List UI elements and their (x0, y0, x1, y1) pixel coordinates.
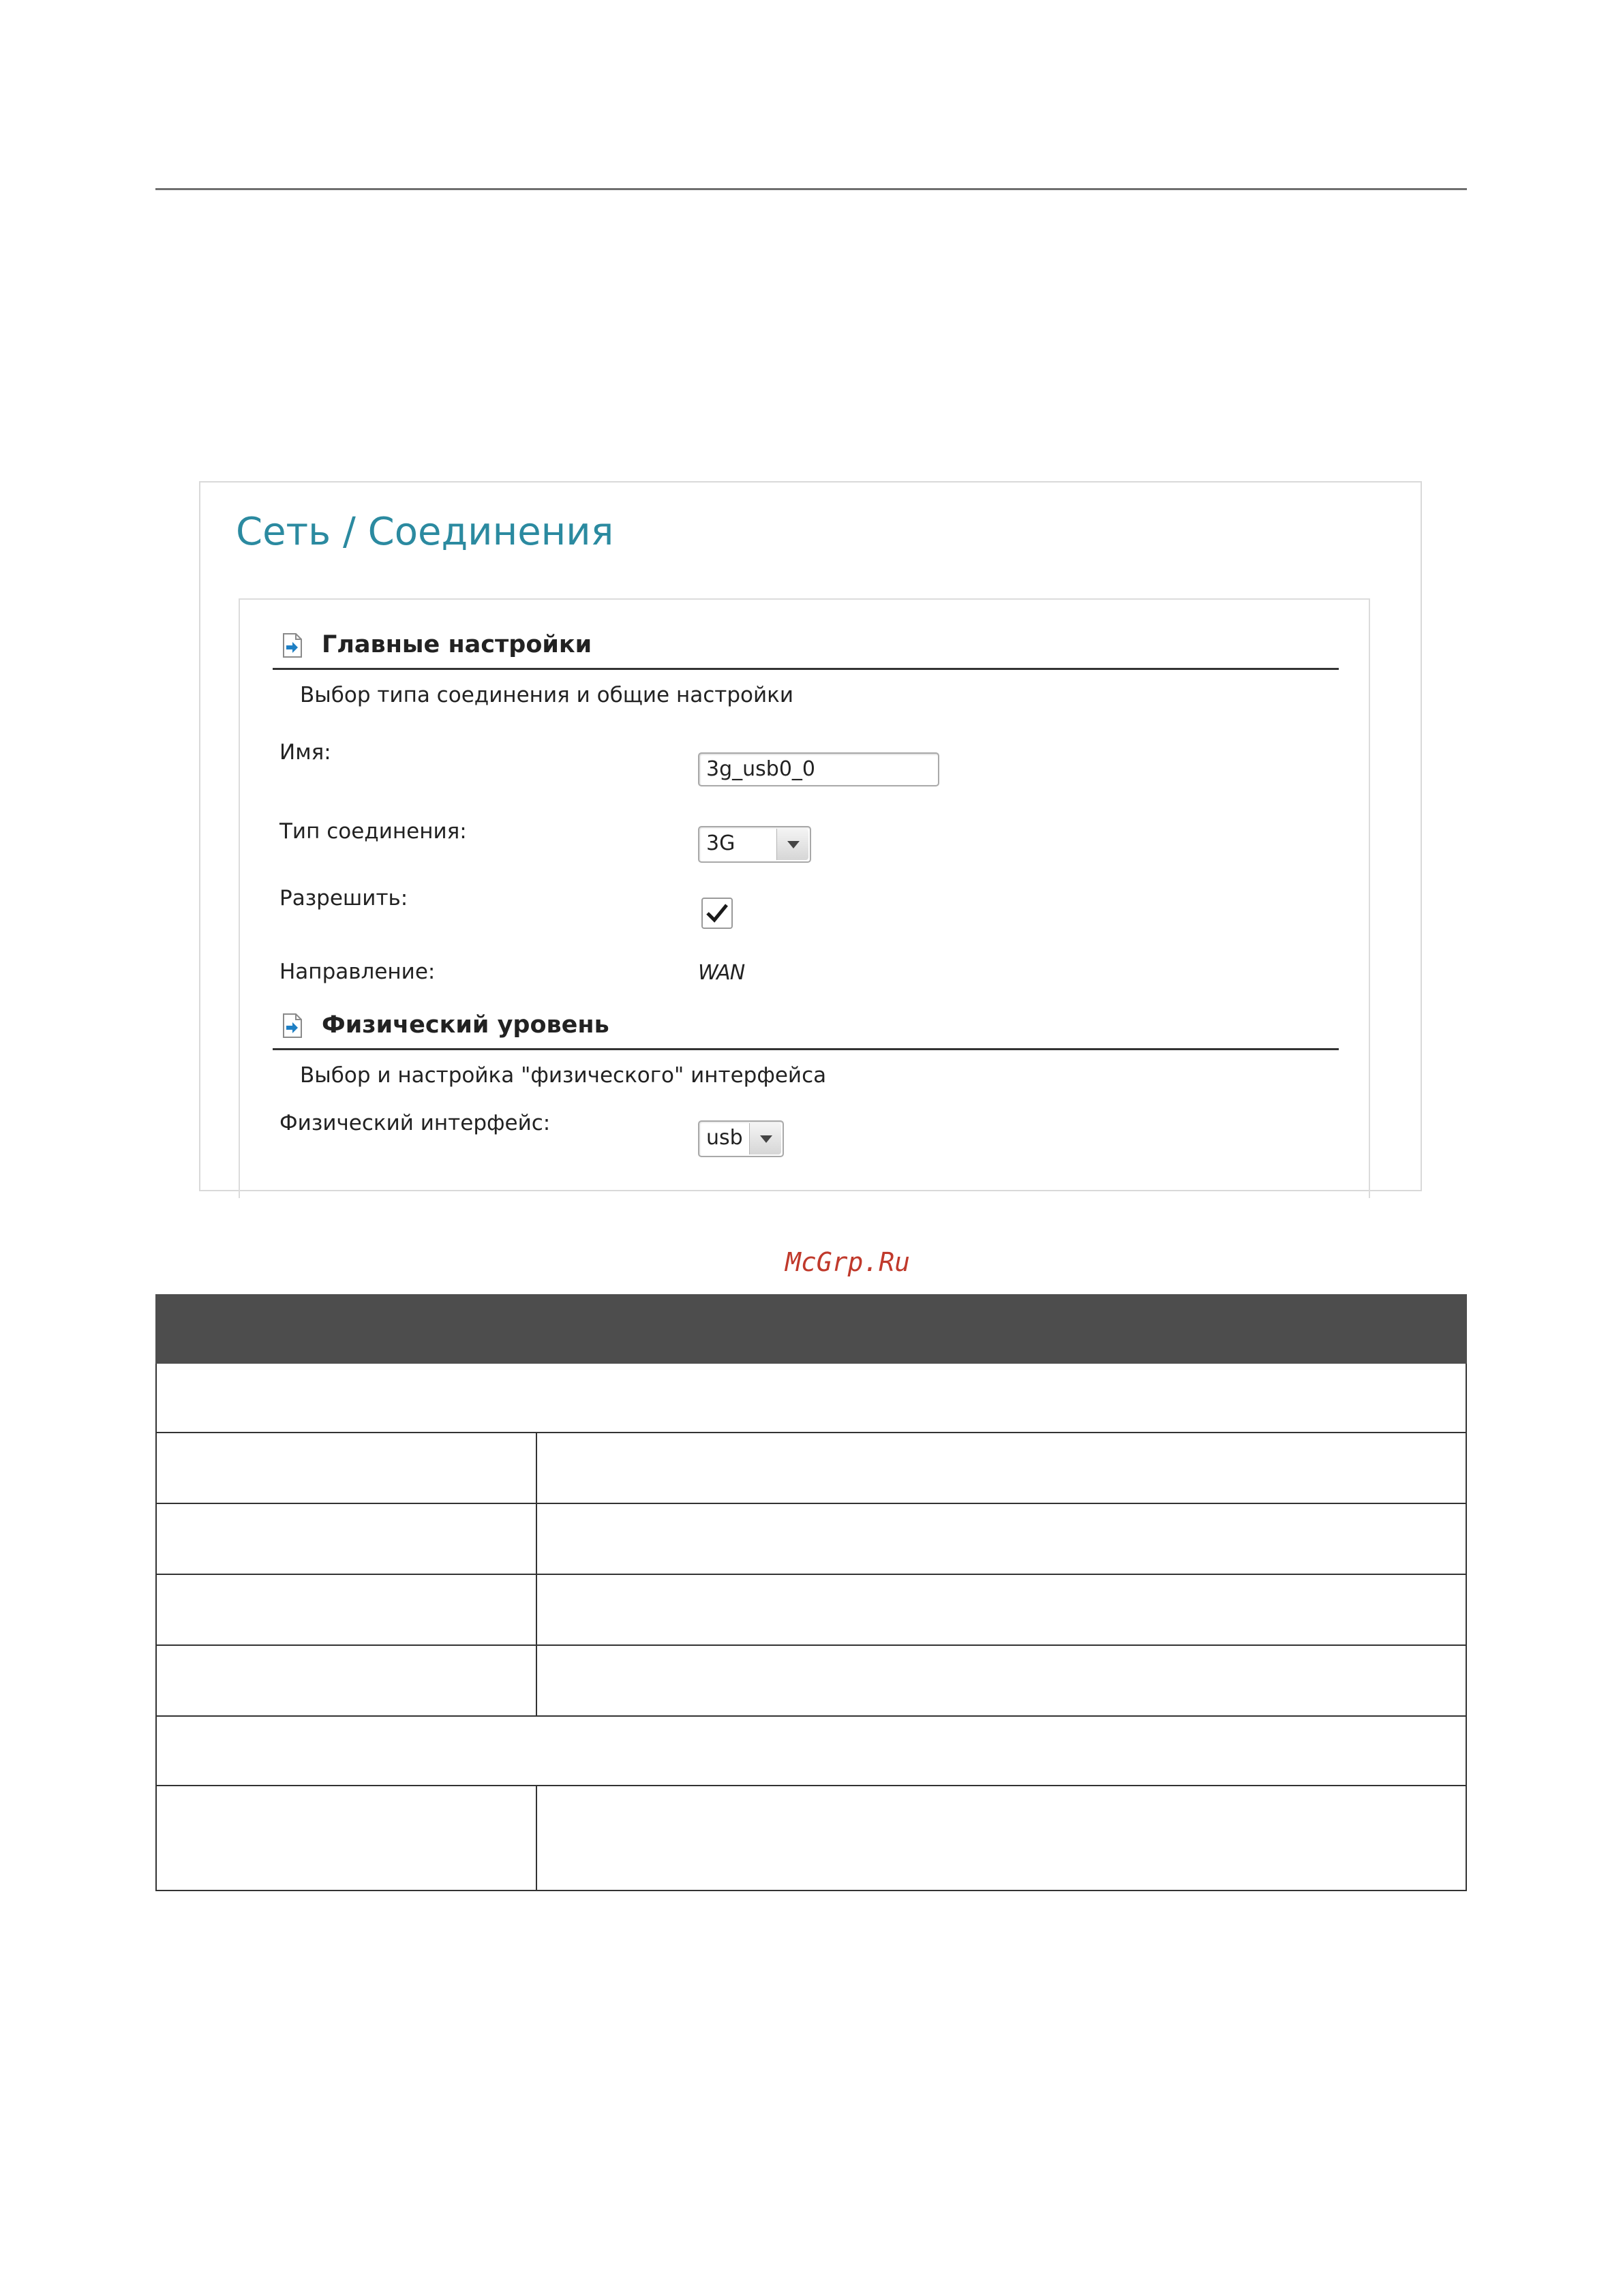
chevron-down-icon (787, 841, 800, 848)
physical-interface-select[interactable] (698, 1120, 784, 1157)
name-input[interactable]: 3g_usb0_0 (698, 752, 939, 786)
physical-interface-label: Физический интерфейс: (279, 1111, 551, 1135)
table-cell (157, 1646, 537, 1715)
connection-type-select[interactable] (698, 826, 811, 863)
section-heading: Физический уровень (322, 1011, 609, 1039)
settings-panel (239, 598, 1370, 1277)
direction-label: Направление: (279, 960, 436, 984)
table-header (155, 1294, 1467, 1364)
watermark-text: McGrp.Ru (785, 1247, 911, 1277)
table-row (155, 1646, 1467, 1717)
section-heading: Главные настройки (322, 631, 592, 658)
physical-interface-value: usb (706, 1126, 743, 1150)
page-title: Сеть / Соединения (236, 510, 614, 554)
parameters-table (155, 1294, 1467, 1891)
connection-type-value: 3G (706, 831, 735, 855)
document-arrow-icon (282, 632, 303, 658)
table-cell (157, 1575, 537, 1644)
connection-type-label: Тип соединения: (279, 819, 467, 844)
name-label: Имя: (279, 740, 331, 765)
dropdown-button[interactable] (749, 1123, 781, 1154)
section-physical-layer (273, 1007, 1339, 1050)
table-row (155, 1575, 1467, 1646)
direction-value: WAN (698, 961, 745, 985)
section-description: Выбор и настройка "физического" интерфейса (300, 1063, 827, 1088)
chevron-down-icon (760, 1135, 772, 1143)
enable-checkbox[interactable] (701, 897, 733, 930)
table-cell (157, 1504, 537, 1574)
enable-label: Разрешить: (279, 886, 408, 910)
table-row (155, 1717, 1467, 1786)
table-cell (157, 1786, 537, 1890)
top-divider (155, 188, 1467, 190)
table-row (155, 1786, 1467, 1891)
section-main-settings (273, 627, 1339, 670)
table-row (155, 1504, 1467, 1575)
table-row (155, 1433, 1467, 1504)
dropdown-button[interactable] (776, 829, 808, 860)
router-screenshot (199, 481, 1422, 1277)
table-row (155, 1364, 1467, 1433)
table-cell (157, 1433, 537, 1503)
section-description: Выбор типа соединения и общие настройки (300, 683, 793, 707)
document-arrow-icon (282, 1013, 303, 1039)
